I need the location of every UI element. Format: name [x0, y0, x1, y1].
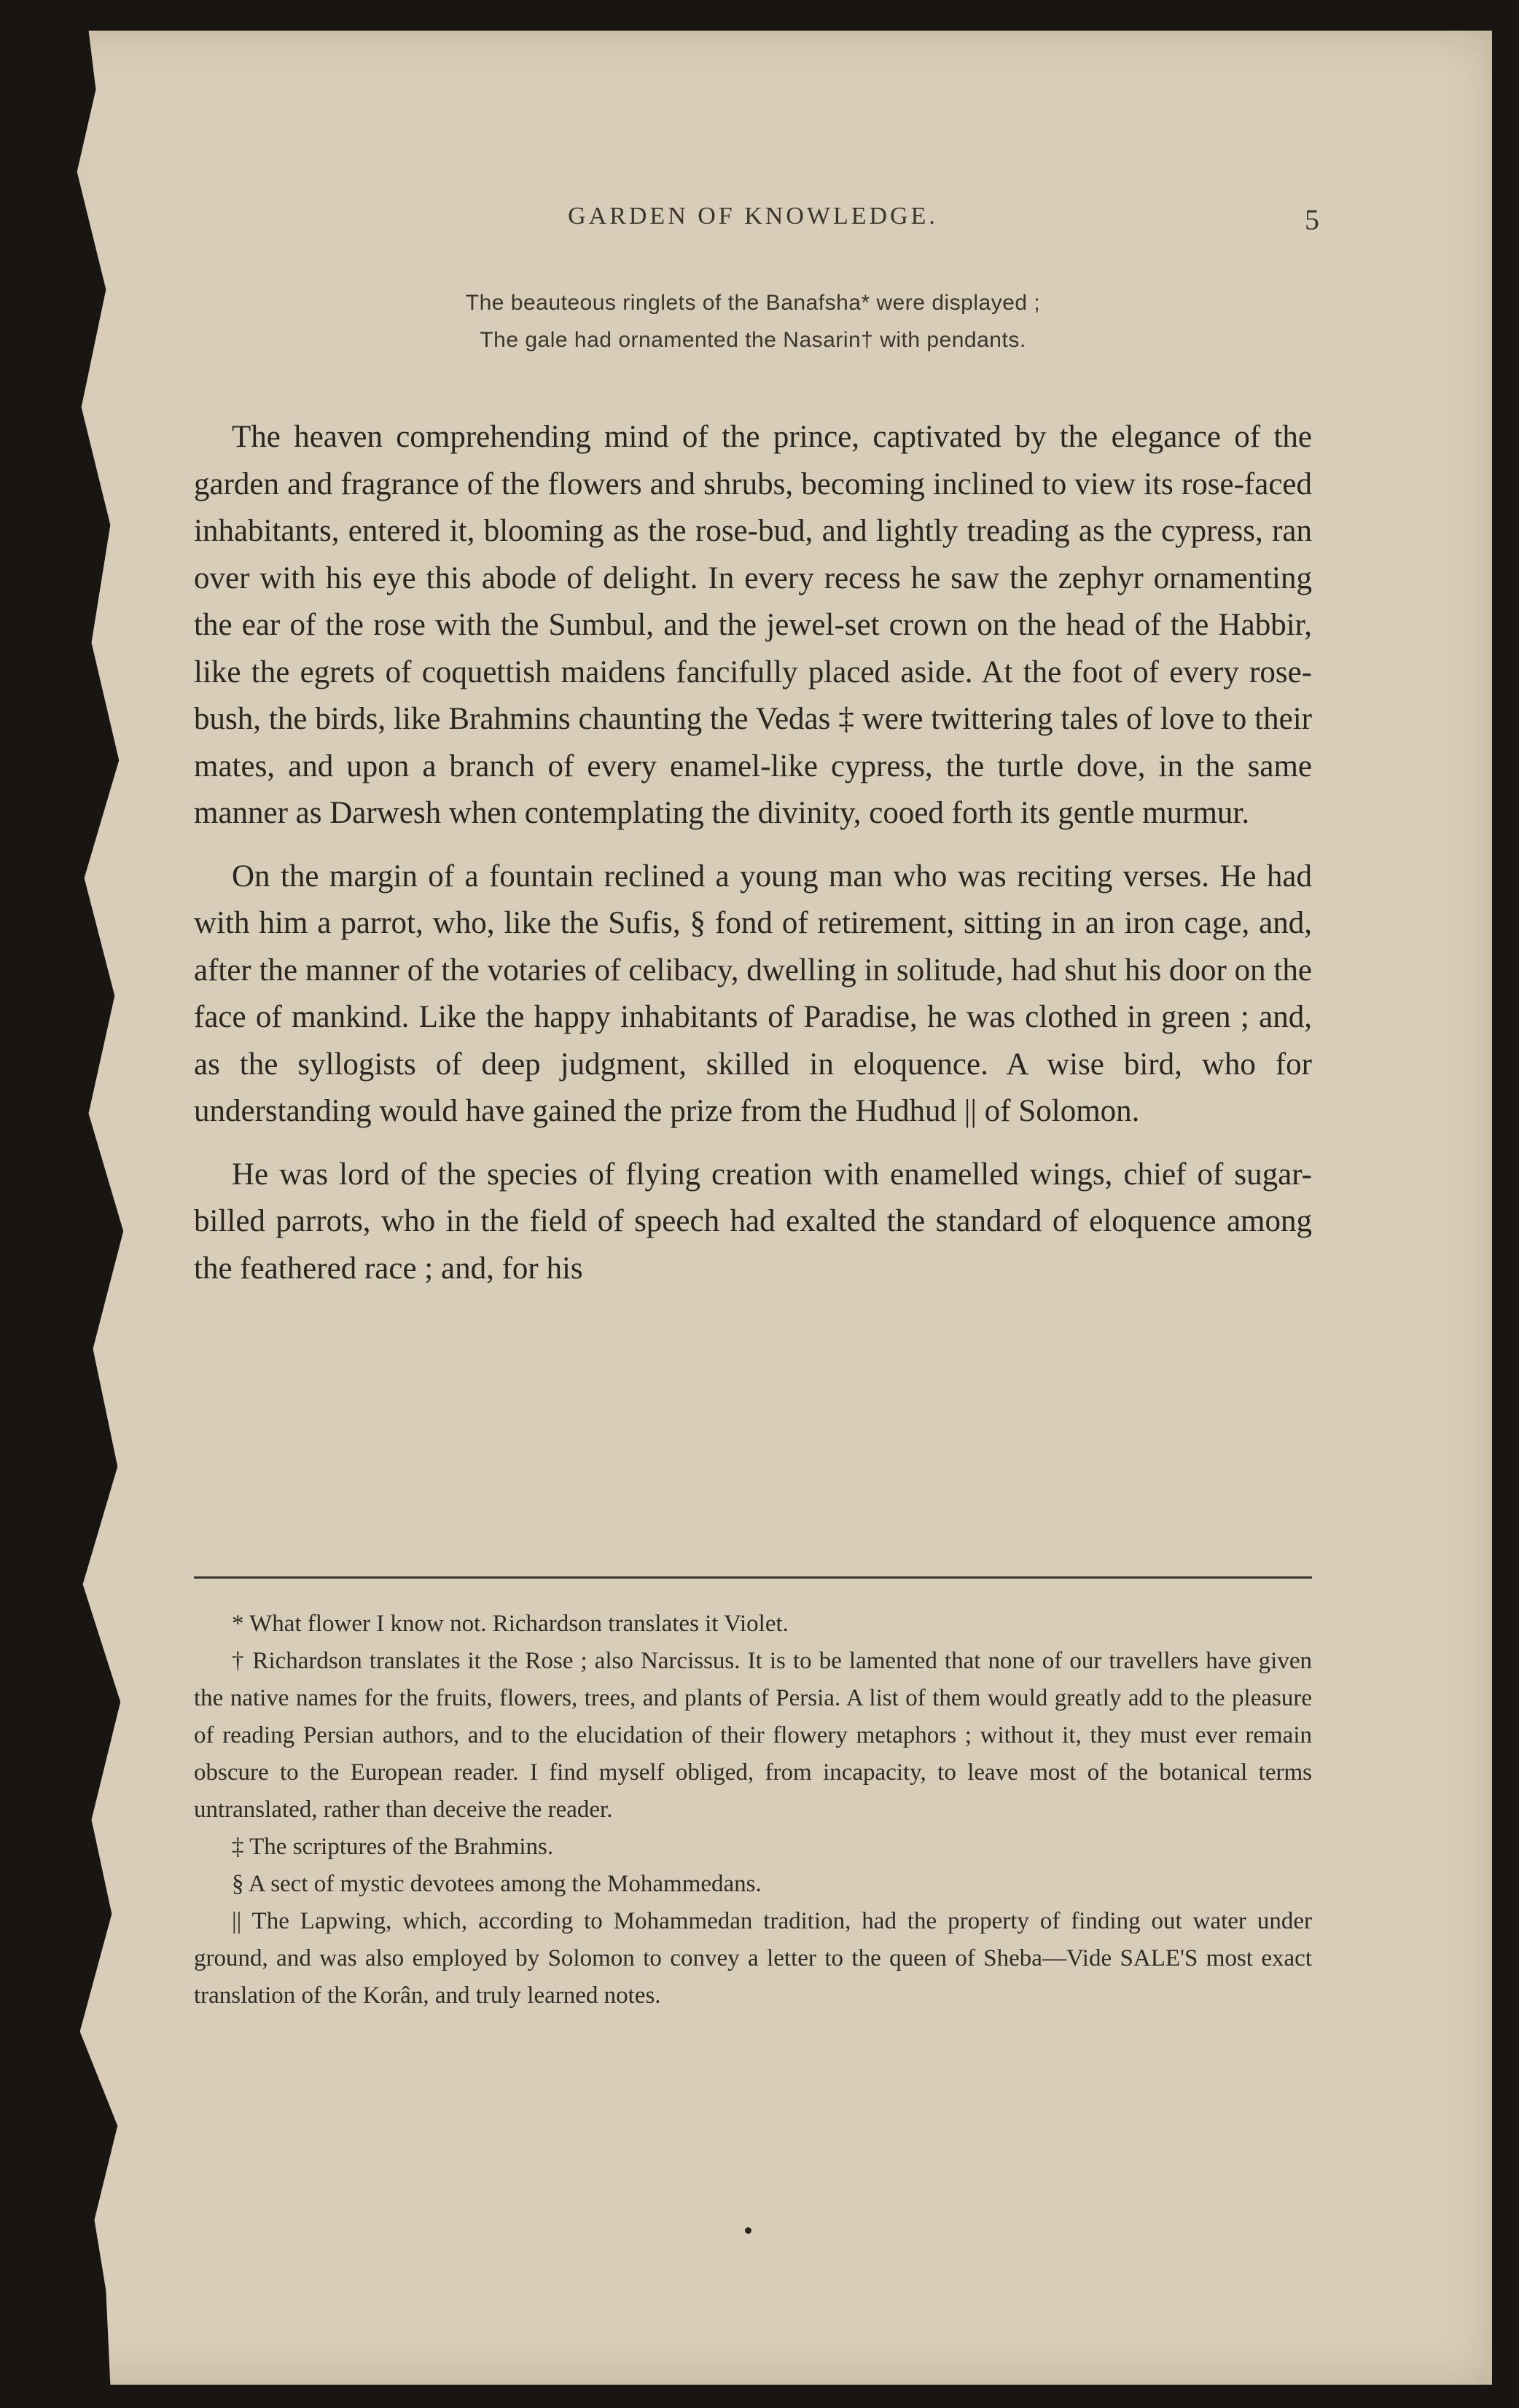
- body-paragraph: He was lord of the species of flying creation with enamelled wings, chief of sugar-billed parrots, who in the field of speech had exalted the standard of eloquence among the feathered race ; and, for his: [194, 1157, 1312, 1286]
- footnote: † Richardson translates it the Rose ; also Narcissus. It is to be lamented that none of our travellers have given the native names for the fruits, flowers, trees, and plants of Persia. A list of them would greatly add to the pleasure of reading Persian authors, and to the elucidation of their flowery metaphors ; without it, they must ever remain obscure to the European reader. I find myself obliged, from incapacity, to leave most of the botanical terms untranslated, rather than deceive the reader.: [194, 1648, 1312, 1823]
- ink-dot: [745, 2227, 751, 2234]
- footnote: * What flower I know not. Richardson translates it Violet.: [232, 1611, 789, 1637]
- page-content: [194, 0, 1319, 2408]
- epigraph-line: The beauteous ringlets of the Banafsha* were displayed ;: [465, 291, 1041, 315]
- running-title: GARDEN OF KNOWLEDGE.: [568, 203, 938, 230]
- epigraph-line: The gale had ornamented the Nasarin† with pendants.: [480, 328, 1026, 352]
- body-text: [194, 414, 1312, 1308]
- footnote: § A sect of mystic devotees among the Mohammedans.: [232, 1871, 762, 1897]
- body-paragraph: On the margin of a fountain reclined a young man who was reciting verses. He had with him a parrot, who, like the Sufis, § fond of retirement, sitting in an iron cage, and, after the manner of the votaries of celibacy, dwelling in solitude, had shut his door on the face of mankind. Like the happy inhabitants of Paradise, he was clothed in green ; and, as the syllogists of deep judgment, skilled in eloquence. A wise bird, who for understanding would have gained the prize from the Hudhud || of Solomon.: [194, 859, 1312, 1128]
- footnotes: [194, 1606, 1312, 2014]
- epigraph: [194, 284, 1312, 359]
- footnote: || The Lapwing, which, according to Mohammedan tradition, had the property of finding out water under ground, and was also employed by Solomon to convey a letter to the queen of Sheba—Vide SALE'S most exact translation of the Korân, and truly learned notes.: [194, 1908, 1312, 2009]
- body-paragraph: The heaven comprehending mind of the prince, captivated by the elegance of the garden and fragrance of the flowers and shrubs, becoming inclined to view its rose-faced inhabitants, entered it, blooming as the rose-bud, and lightly treading as the cypress, ran over with his eye this abode of delight. In every recess he saw the zephyr ornamenting the ear of the rose with the Sumbul, and the jewel-set crown on the head of the Habbir, like the egrets of coquettish maidens fancifully placed aside. At the foot of every rose-bush, the birds, like Brahmins chaunting the Vedas ‡ were twittering tales of love to their mates, and upon a branch of every enamel-like cypress, the turtle dove, in the same manner as Darwesh when contemplating the divinity, cooed forth its gentle murmur.: [194, 420, 1312, 830]
- footnote-divider: [194, 1576, 1312, 1579]
- running-head: [194, 203, 1319, 239]
- footnote: ‡ The scriptures of the Brahmins.: [232, 1834, 554, 1860]
- page-number: 5: [1305, 203, 1319, 236]
